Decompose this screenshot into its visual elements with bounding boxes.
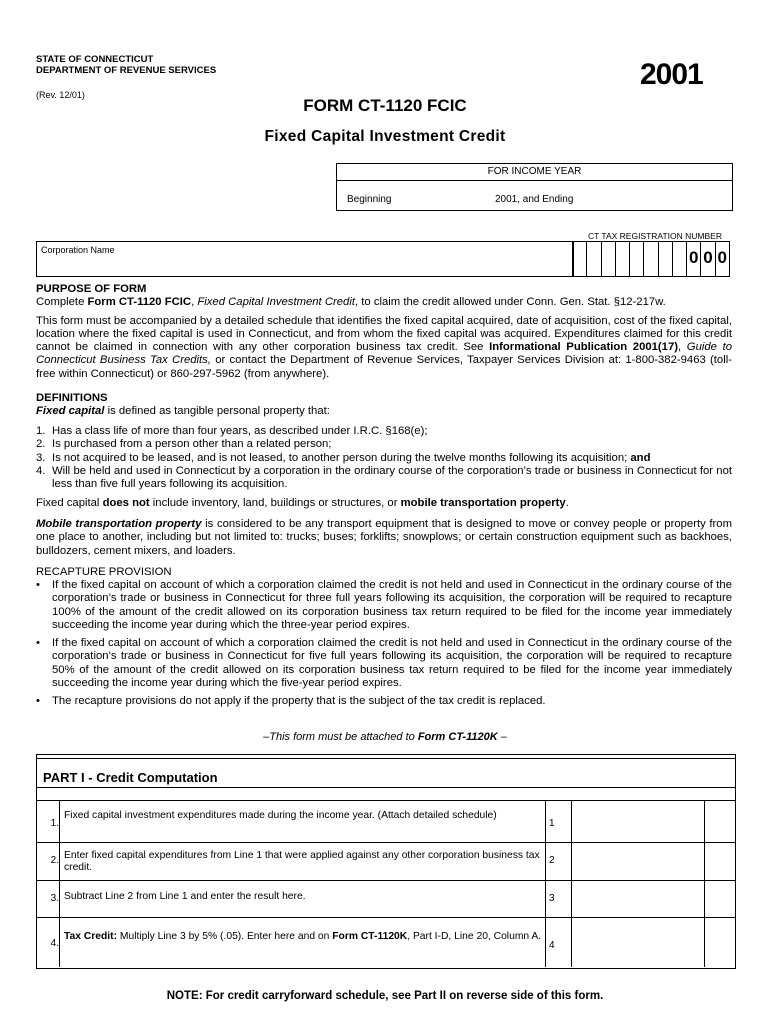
line-reference: 2 <box>549 855 555 866</box>
line-number: 2. <box>50 855 59 866</box>
income-year-box <box>336 163 733 211</box>
registration-number-label: CT TAX REGISTRATION NUMBER <box>588 231 722 241</box>
income-year-heading: FOR INCOME YEAR <box>337 166 732 181</box>
list-item: • The recapture provisions do not apply if the property that is the subject of the tax credit is replaced. <box>36 695 546 708</box>
line-reference: 1 <box>549 818 555 829</box>
line-2-description: Enter fixed capital expenditures from Line 1 that were applied against any other corporation business tax credit. <box>64 850 540 873</box>
part-one-title: PART I - Credit Computation <box>43 770 218 785</box>
corporation-name-field[interactable] <box>36 241 574 277</box>
registration-digit-cell[interactable] <box>630 242 644 276</box>
income-year-ending-field[interactable]: 2001, and Ending <box>495 194 574 205</box>
registration-digit-0: 0 <box>717 248 728 267</box>
definitions-heading: DEFINITIONS <box>36 392 108 404</box>
mobile-transportation-definition: Mobile transportation property is considered to be any transport equipment that is designed to move or convey people or property from one place to another, including but not limited to: trucks; buses; forklifts; snowplows; or certain construction equipment such as backhoes, bulldozers, cement mixers, and loaders. <box>36 518 732 557</box>
line-reference: 4 <box>549 940 555 951</box>
list-item: 4. Will be held and used in Connecticut by a corporation in the ordinary course of the corporation’s trade or business in Connecticut for not less than five full years following its acquisition. <box>36 464 732 491</box>
list-item: • If the fixed capital on account of which a corporation claimed the credit is not held and used in Connecticut in the ordinary course of the corporation’s trade or business in Connecticut for five full years following its acquisition, the corporation will be required to recapture 50% of the amount of the credit allowed on its corporation business tax return required to be filed for the income year immediately succeeding the income year during which the five-year period expires. <box>36 637 732 690</box>
line-number: 1. <box>50 818 59 829</box>
department-name: DEPARTMENT OF REVENUE SERVICES <box>36 65 217 76</box>
line-4-description: Tax Credit: Multiply Line 3 by 5% (.05). Enter here and on Form CT-1120K, Part I-D, Line 20, Column A. <box>64 931 542 942</box>
agency-header <box>36 54 216 76</box>
registration-digit-cell[interactable] <box>616 242 630 276</box>
purpose-section <box>36 283 732 381</box>
registration-digit-cell[interactable] <box>659 242 673 276</box>
registration-digit-cell[interactable] <box>644 242 658 276</box>
state-name: STATE OF CONNECTICUT <box>36 54 154 65</box>
corporation-name-label: Corporation Name <box>41 245 115 255</box>
recapture-list <box>36 579 732 709</box>
attachment-instruction: –This form must be attached to Form CT-1120K – <box>263 731 507 743</box>
carryforward-note: NOTE: For credit carryforward schedule, see Part II on reverse side of this form. <box>166 990 604 1002</box>
definitions-list <box>36 425 732 491</box>
purpose-line: Complete Form CT-1120 FCIC, Fixed Capital Investment Credit, to claim the credit allowed under Conn. Gen. Stat. §12-217w. <box>36 296 666 309</box>
list-item: • If the fixed capital on account of which a corporation claimed the credit is not held and used in Connecticut in the ordinary course of the corporation’s trade or business in Connecticut for three full years following its acquisition, the corporation will be required to recapture 100% of the amount of the credit allowed on its corporation business tax return required to be filed for the income year immediately succeeding the income year during which the three-year period expires. <box>36 579 732 631</box>
registration-digit-0: 0 <box>687 242 701 276</box>
list-item: 1. Has a class life of more than four years, as described under I.R.C. §168(e); <box>36 425 428 437</box>
form-year: 2001 <box>640 58 703 91</box>
purpose-paragraph: This form must be accompanied by a detailed schedule that identifies the fixed capital acquired, date of acquisition, cost of the fixed capital, location where the fixed capital is used in Connecticut, and from whom the fixed capital was acquired. Expenditures claimed for this credit cannot be claimed in connection with any other corporation business tax credit. See Informational Publication 2001(17), Guide to Connecticut Business Tax Credits, or contact the Department of Revenue Services, Taxpayer Services Division at: 1-800-382-9463 (toll-free within Connecticut) or 860-297-5962 (from anywhere). <box>36 314 732 380</box>
form-title: FORM CT-1120 FCIC <box>303 96 467 115</box>
list-item: 3. Is not acquired to be leased, and is not leased, to another person during the twelve months following its acquisition; and <box>36 451 651 464</box>
definitions-intro: Fixed capital is defined as tangible personal property that: <box>36 405 330 418</box>
purpose-heading: PURPOSE OF FORM <box>36 283 147 295</box>
registration-number-field[interactable] <box>572 241 730 277</box>
fixed-capital-exclusion: Fixed capital does not include inventory, land, buildings or structures, or mobile transportation property. <box>36 497 569 509</box>
registration-digit-cell[interactable] <box>587 242 601 276</box>
registration-digit-cell[interactable] <box>602 242 616 276</box>
recapture-heading: RECAPTURE PROVISION <box>36 566 172 578</box>
line-1-description: Fixed capital investment expenditures made during the income year. (Attach detailed schedule) <box>64 810 497 821</box>
registration-digit-0: 0 <box>701 242 715 276</box>
line-3-description: Subtract Line 2 from Line 1 and enter the result here. <box>64 891 306 902</box>
revision-date: (Rev. 12/01) <box>36 90 85 100</box>
list-item: 2. Is purchased from a person other than a related person; <box>36 438 332 451</box>
line-number: 3. <box>50 893 59 904</box>
line-reference: 3 <box>549 893 555 904</box>
line-number: 4. <box>50 938 59 949</box>
form-subtitle: Fixed Capital Investment Credit <box>264 128 506 145</box>
registration-digit-cell[interactable] <box>573 242 587 276</box>
definitions-section <box>36 392 732 419</box>
income-year-beginning-field[interactable]: Beginning <box>347 194 392 205</box>
amount-column[interactable] <box>572 801 703 966</box>
registration-digit-cell[interactable] <box>673 242 687 276</box>
part-one-table <box>36 754 736 969</box>
